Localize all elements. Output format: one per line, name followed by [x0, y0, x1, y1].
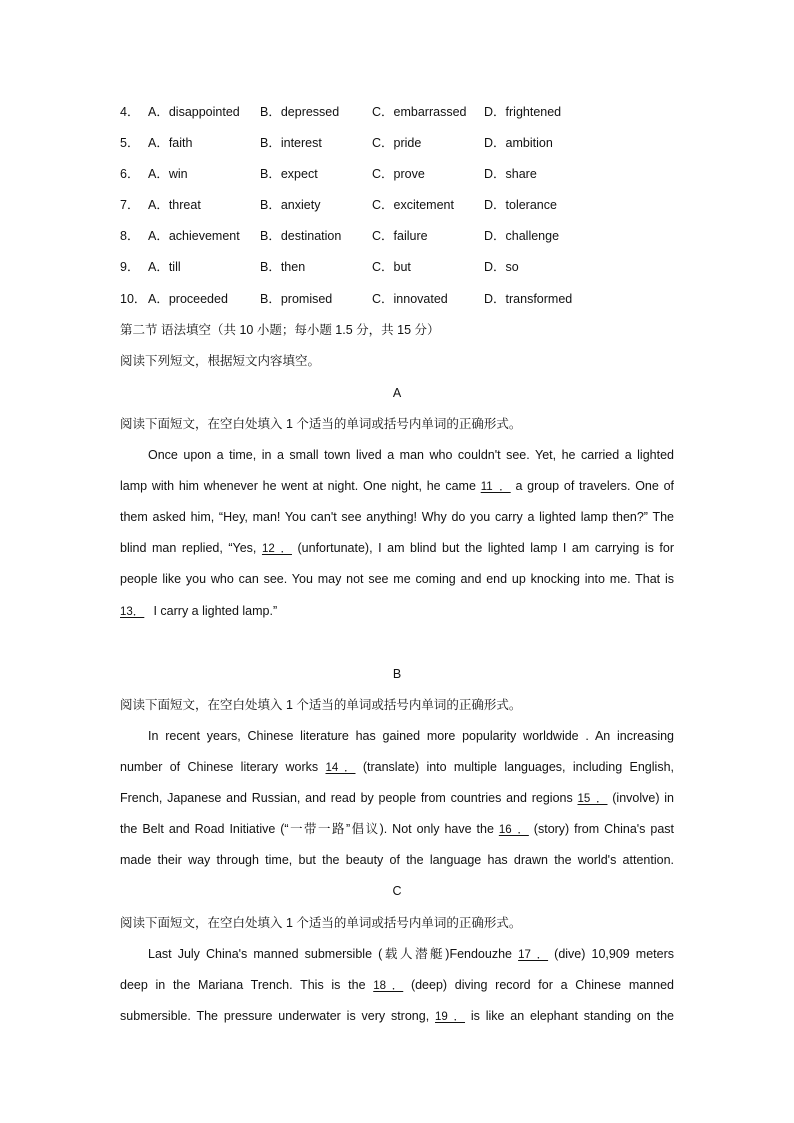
passage-c-instruction: 阅读下面短文，在空白处填入 1 个适当的单词或括号内单词的正确形式。 [120, 916, 522, 930]
passage-line [120, 1006, 674, 1026]
text-run: (dive) 10,909 meters [548, 947, 674, 961]
option-c: C．innovated [372, 292, 448, 306]
option-a: A．achievement [148, 229, 240, 243]
passage-b-label: B [392, 667, 402, 681]
passage-line: them asked him, “Hey, man! You can't see anything! Why do you carry a lighted lamp then?” The [120, 510, 674, 524]
option-c: C．but [372, 260, 411, 274]
option-a: A．disappointed [148, 105, 240, 119]
question-number: 5． [120, 136, 140, 150]
passage-line [120, 476, 674, 496]
passage-line [120, 819, 674, 839]
text-run: submersible. The pressure underwater is very strong, [120, 1009, 436, 1023]
text-run: blind man replied, “Yes, [120, 541, 262, 555]
option-d: D．share [484, 167, 537, 181]
option-d: D．challenge [484, 229, 560, 243]
question-number: 7． [120, 198, 140, 212]
text-run: French, Japanese and Russian, and read by people from countries and regions [120, 791, 578, 805]
text-run: a group of travelers. One of [510, 479, 675, 493]
passage-line [120, 757, 674, 777]
blank-17[interactable]: 17． [518, 949, 549, 961]
passage-line: In recent years, Chinese literature has gained more popularity worldwide . An increasing [148, 729, 674, 743]
passage-line [148, 944, 674, 964]
passage-line [120, 538, 674, 558]
text-run: number of Chinese literary works [120, 760, 326, 774]
option-c: C．prove [372, 167, 425, 181]
option-a: A．till [148, 260, 181, 274]
option-c: C．excitement [372, 198, 454, 212]
passage-line: people like you who can see. You may not see me coming and end up knocking into me. That is [120, 572, 674, 586]
option-c: C．failure [372, 229, 428, 243]
section-instruction: 阅读下列短文，根据短文内容填空。 [120, 354, 321, 368]
option-c: C．embarrassed [372, 105, 467, 119]
option-a: A．win [148, 167, 188, 181]
text-run: the Belt and Road Initiative (“一带一路”倡议). Not only have the [120, 822, 499, 836]
blank-12[interactable]: 12． [261, 543, 292, 555]
text-run: (involve) in [607, 791, 675, 805]
passage-line [120, 975, 674, 995]
option-d: D．so [484, 260, 519, 274]
option-a: A．faith [148, 136, 193, 150]
blank-18[interactable]: 18． [373, 980, 404, 992]
passage-a-instruction: 阅读下面短文，在空白处填入 1 个适当的单词或括号内单词的正确形式。 [120, 417, 522, 431]
text-run: I carry a lighted lamp.” [150, 604, 278, 618]
text-run: (story) from China's past [528, 822, 675, 836]
option-b: B．depressed [260, 105, 340, 119]
option-c: C．pride [372, 136, 422, 150]
passage-line: made their way through time, but the beauty of the language has drawn the world's attention. [120, 853, 674, 867]
passage-line: Once upon a time, in a small town lived a man who couldn't see. Yet, he carried a lighted [148, 448, 674, 462]
passage-a-label: A [392, 386, 402, 400]
blank-13[interactable]: 13． [120, 606, 145, 618]
blank-19[interactable]: 19． [435, 1011, 466, 1023]
passage-line [120, 601, 674, 621]
question-number: 4． [120, 105, 140, 119]
option-b: B．promised [260, 292, 333, 306]
text-run: (translate) into multiple languages, including English, [355, 760, 674, 774]
blank-16[interactable]: 16． [498, 824, 529, 836]
text-run: Last July China's manned submersible (载人潜艇)Fendouzhe [148, 947, 519, 961]
option-b: B．then [260, 260, 306, 274]
question-number: 10． [120, 292, 147, 306]
passage-line [120, 788, 674, 808]
text-run: (unfortunate), I am blind but the lighted lamp I am carrying is for [291, 541, 674, 555]
text-run: (deep) diving record for a Chinese manned [403, 978, 674, 992]
blank-14[interactable]: 14． [325, 762, 356, 774]
option-b: B．anxiety [260, 198, 321, 212]
section-heading: 第二节 语法填空（共 10 小题；每小题 1.5 分，共 15 分） [120, 323, 440, 337]
option-d: D．ambition [484, 136, 553, 150]
option-b: B．expect [260, 167, 318, 181]
text-run: lamp with him whenever he went at night. One night, he came [120, 479, 481, 493]
text-run: is like an elephant standing on the [465, 1009, 675, 1023]
passage-c-label: C [392, 884, 402, 898]
option-d: D．frightened [484, 105, 562, 119]
passage-b-instruction: 阅读下面短文，在空白处填入 1 个适当的单词或括号内单词的正确形式。 [120, 698, 522, 712]
blank-11[interactable]: 11． [480, 481, 511, 493]
option-d: D．tolerance [484, 198, 557, 212]
blank-15[interactable]: 15． [577, 793, 608, 805]
option-a: A．threat [148, 198, 201, 212]
option-d: D．transformed [484, 292, 573, 306]
option-b: B．destination [260, 229, 342, 243]
option-b: B．interest [260, 136, 322, 150]
question-number: 6． [120, 167, 140, 181]
text-run: deep in the Mariana Trench. This is the [120, 978, 374, 992]
question-number: 9． [120, 260, 140, 274]
question-number: 8． [120, 229, 140, 243]
option-a: A．proceeded [148, 292, 228, 306]
